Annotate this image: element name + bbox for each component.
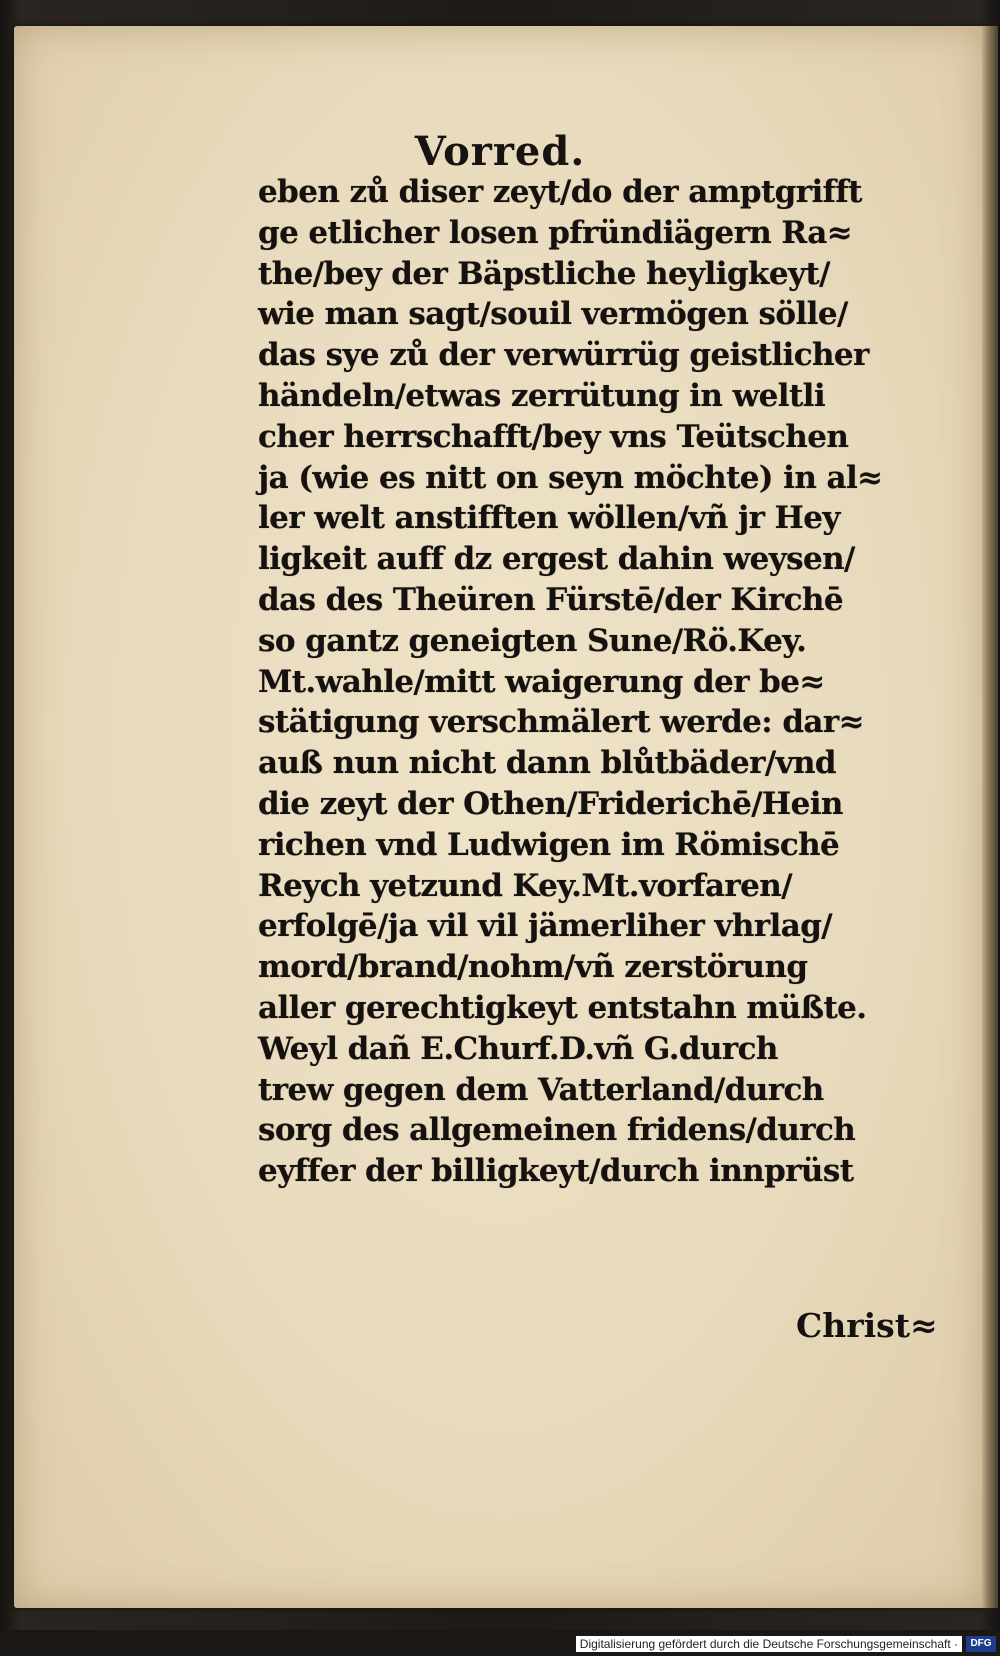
text-line: sorg des allgemeinen fridens/durch bbox=[258, 1112, 856, 1149]
text-line: das sye zů der verwürrüg geistlicher bbox=[258, 337, 869, 374]
text-line: wie man sagt/souil vermögen sölle/ bbox=[258, 296, 848, 333]
text-line: the/bey der Bäpstliche heyligkeyt/ bbox=[258, 255, 830, 292]
text-line: eyffer der billigkeyt/durch innprüst bbox=[258, 1153, 854, 1190]
text-line: stätigung verschmälert werde: dar≈ bbox=[258, 704, 864, 741]
text-line: Weyl dañ E.Churf.D.vñ G.durch bbox=[258, 1030, 778, 1067]
text-line: aller gerechtigkeyt entstahn müßte. bbox=[258, 989, 867, 1026]
text-line: so gantz geneigten Sune/Rö.Key. bbox=[258, 622, 807, 659]
text-line: auß nun nicht dann blůtbäder/vnd bbox=[258, 745, 837, 782]
text-line: händeln/etwas zerrütung in weltli bbox=[258, 377, 826, 414]
text-line: erfolgē/ja vil vil jämerliher vhrlag/ bbox=[258, 908, 833, 945]
text-line: ligkeit auff dz ergest dahin weysen/ bbox=[258, 541, 855, 578]
text-line: eben zů diser zeyt/do der amptgrifft bbox=[258, 174, 862, 210]
dfg-logo: DFG bbox=[966, 1636, 996, 1652]
text-line: Reych yetzund Key.Mt.vorfaren/ bbox=[258, 867, 792, 904]
text-line: mord/brand/nohm/vñ zerstörung bbox=[258, 949, 808, 986]
footer-credit: Digitalisierung gefördert durch die Deutsche Forschungsgemeinschaft · bbox=[576, 1636, 962, 1652]
text-line: richen vnd Ludwigen im Römischē bbox=[258, 826, 840, 863]
text-line: ler welt anstifften wöllen/vñ jr Hey bbox=[258, 500, 840, 537]
text-line: cher herrschafft/bey vns Teütschen bbox=[258, 418, 849, 455]
text-line: ge etlicher losen pfründiägern Ra≈ bbox=[258, 214, 853, 251]
text-line: ja (wie es nitt on seyn möchte) in al≈ bbox=[258, 459, 883, 496]
footer-bar bbox=[0, 1630, 1000, 1656]
binding-edge bbox=[982, 26, 998, 1608]
text-line: die zeyt der Othen/Friderichē/Hein bbox=[258, 785, 843, 822]
page-header: Vorred. bbox=[414, 128, 586, 175]
text-line: trew gegen dem Vatterland/durch bbox=[258, 1071, 824, 1108]
text-block bbox=[258, 172, 918, 1192]
catchword: Christ≈ bbox=[796, 1306, 938, 1345]
text-line: Mt.wahle/mitt waigerung der be≈ bbox=[258, 663, 825, 700]
text-line: das des Theüren Fürstē/der Kirchē bbox=[258, 581, 843, 618]
